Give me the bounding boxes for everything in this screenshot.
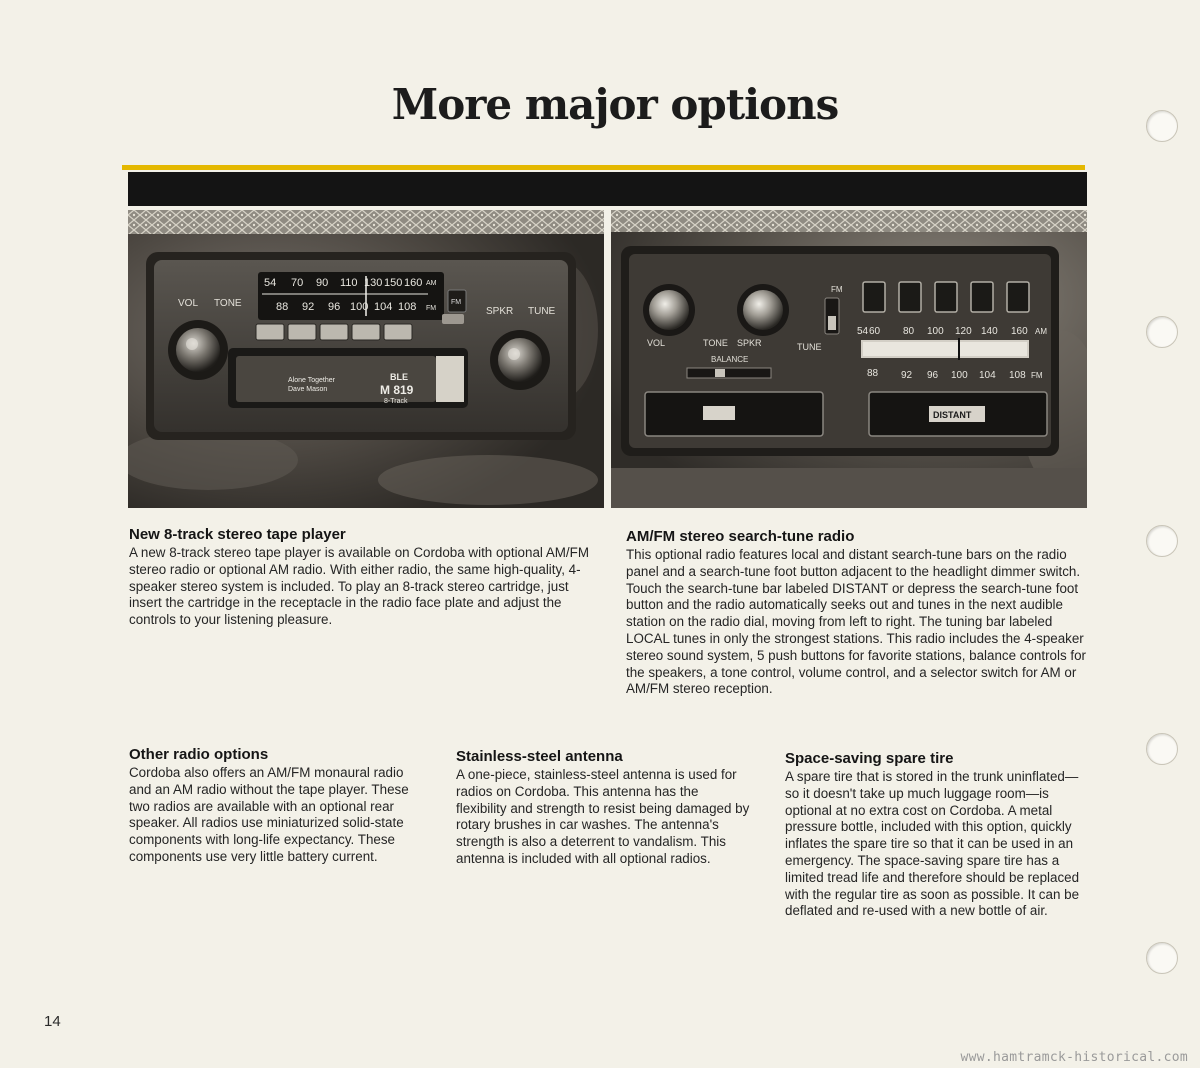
tape-am-tick: 150: [384, 277, 403, 289]
tape-fm-button: FM: [451, 299, 462, 306]
page-title: More major options: [391, 80, 839, 129]
search-vol-label: VOL: [647, 338, 666, 348]
search-am-tick: 100: [927, 326, 944, 337]
tape-left-knob: [168, 320, 228, 380]
page-number: 14: [44, 1013, 61, 1030]
other-radio-section: [129, 746, 424, 866]
yellow-rule: [122, 165, 1085, 170]
search-am-tick: 80: [903, 326, 915, 337]
search-vol-knob: [643, 284, 695, 336]
tape-fm-tick: 108: [398, 301, 417, 313]
tape-fm-label: FM: [426, 305, 437, 312]
cartridge-format: 8-Track: [384, 398, 408, 405]
tape-tune-label: TUNE: [528, 306, 556, 317]
cartridge-artist: Dave Mason: [288, 386, 328, 393]
distant-button-label: DISTANT: [933, 410, 972, 420]
search-balance-label: BALANCE: [711, 355, 749, 364]
spare-tire-heading: Space-saving spare tire: [785, 750, 954, 767]
tape-am-tick: 160: [404, 277, 423, 289]
search-radio-body: This optional radio features local and distant search-tune bars on the radio panel and a search-tune foot button adjacent to the headlight dimmer switch. Touch the search-tune bar labeled DISTANT or depress the search-tune foot button and the radio automatically seeks out and tunes in the next audible station on the radio dial, moving from left to right. The tuning bar labeled LOCAL tunes in only the strongest stations. This radio includes the 4-speaker stereo sound system, 5 push buttons for favorite stations, balance controls for the speakers, a tone control, volume control, and a selector switch for AM or AM/FM stereo reception.: [626, 547, 1086, 697]
binder-hole: [1146, 525, 1178, 557]
tape-am-tick: 130: [364, 277, 383, 289]
tape-fm-tick: 88: [276, 301, 289, 313]
tape-am-tick: 54: [264, 277, 277, 289]
cartridge-title: Alone Together: [288, 377, 335, 384]
antenna-section: [456, 748, 751, 868]
search-radio-photo: [611, 210, 1087, 508]
search-fm-tick: 108: [1009, 370, 1026, 381]
search-fm-tick: 88: [867, 368, 879, 379]
search-fm-tick: 100: [951, 370, 968, 381]
tape-fm-tick: 104: [374, 301, 393, 313]
spare-tire-section: [785, 750, 1085, 920]
search-am-tick: 160: [1011, 326, 1028, 337]
search-am-tick: 54: [857, 326, 869, 337]
tape-fm-tick: 100: [350, 301, 369, 313]
cartridge-prefix: BLE: [390, 372, 408, 382]
search-spkr-label: SPKR: [737, 338, 762, 348]
tape-am-tick: 90: [316, 277, 329, 289]
other-radio-body: Cordoba also offers an AM/FM monaural radio and an AM radio without the tape player. These two radios are available with an optional rear speaker. All radios use miniaturized solid-state components with long-life expectancy. These components use very little battery current.: [129, 765, 409, 864]
tape-spkr-label: SPKR: [486, 306, 514, 317]
search-fm-tick: 96: [927, 370, 939, 381]
search-am-label: AM: [1035, 327, 1047, 336]
tape-player-section: [129, 526, 589, 629]
search-fm-label: FM: [831, 285, 843, 294]
tape-tone-label: TONE: [214, 298, 242, 309]
search-fm-label: FM: [1031, 371, 1043, 380]
tape-fm-tick: 92: [302, 301, 315, 313]
search-fm-tick: 104: [979, 370, 996, 381]
antenna-heading: Stainless-steel antenna: [456, 748, 623, 765]
binder-hole: [1146, 110, 1178, 142]
search-am-tick: 120: [955, 326, 972, 337]
tape-player-heading: New 8-track stereo tape player: [129, 526, 346, 543]
black-header-bar: [128, 172, 1087, 206]
binder-hole: [1146, 733, 1178, 765]
tape-player-body: A new 8-track stereo tape player is available on Cordoba with optional AM/FM stereo radio or optional AM radio. With either radio, the same high-quality, 4-speaker stereo system is included. To play an 8-track stereo cartridge, just insert the cartridge in the receptacle in the radio face plate and adjust the controls to your listening pleasure.: [129, 545, 589, 628]
watermark: www.hamtramck-historical.com: [960, 1050, 1188, 1065]
search-fm-tick: 92: [901, 370, 913, 381]
search-tone-label: TONE: [703, 338, 728, 348]
tape-am-tick: 70: [291, 277, 304, 289]
tape-am-tick: 110: [340, 277, 358, 289]
binder-hole: [1146, 942, 1178, 974]
search-tone-knob: [737, 284, 789, 336]
search-radio-heading: AM/FM stereo search-tune radio: [626, 528, 855, 545]
tape-preset-buttons: [256, 324, 412, 340]
tape-fm-tick: 96: [328, 301, 341, 313]
tape-right-knob: [490, 330, 550, 390]
search-am-tick: 140: [981, 326, 998, 337]
tape-am-label: AM: [426, 280, 437, 287]
search-radio-section: [626, 528, 1086, 698]
search-am-tick: 60: [869, 326, 881, 337]
cartridge-catalog: M 819: [380, 383, 414, 397]
tape-vol-label: VOL: [178, 298, 199, 309]
binder-hole: [1146, 316, 1178, 348]
spare-tire-body: A spare tire that is stored in the trunk uninflated—so it doesn't take up much luggage room—is optional at no extra cost on Cordoba. A metal pressure bottle, included with this option, quickly inflates the spare tire so that it can be used in an emergency. The space-saving spare tire has a limited tread life and therefore should be replaced with the regular tire as soon as possible. It can be deflated and re-used with a new bottle of air.: [785, 769, 1080, 919]
tape-player-photo: [128, 210, 604, 508]
other-radio-heading: Other radio options: [129, 746, 269, 763]
antenna-body: A one-piece, stainless-steel antenna is used for radios on Cordoba. This antenna has the flexibility and strength to resist being damaged by rotary brushes in car washes. The antenna's strength is also a deterrent to vandalism. This antenna is included with all optional radios.: [456, 767, 750, 866]
search-tune-label: TUNE: [797, 342, 822, 352]
